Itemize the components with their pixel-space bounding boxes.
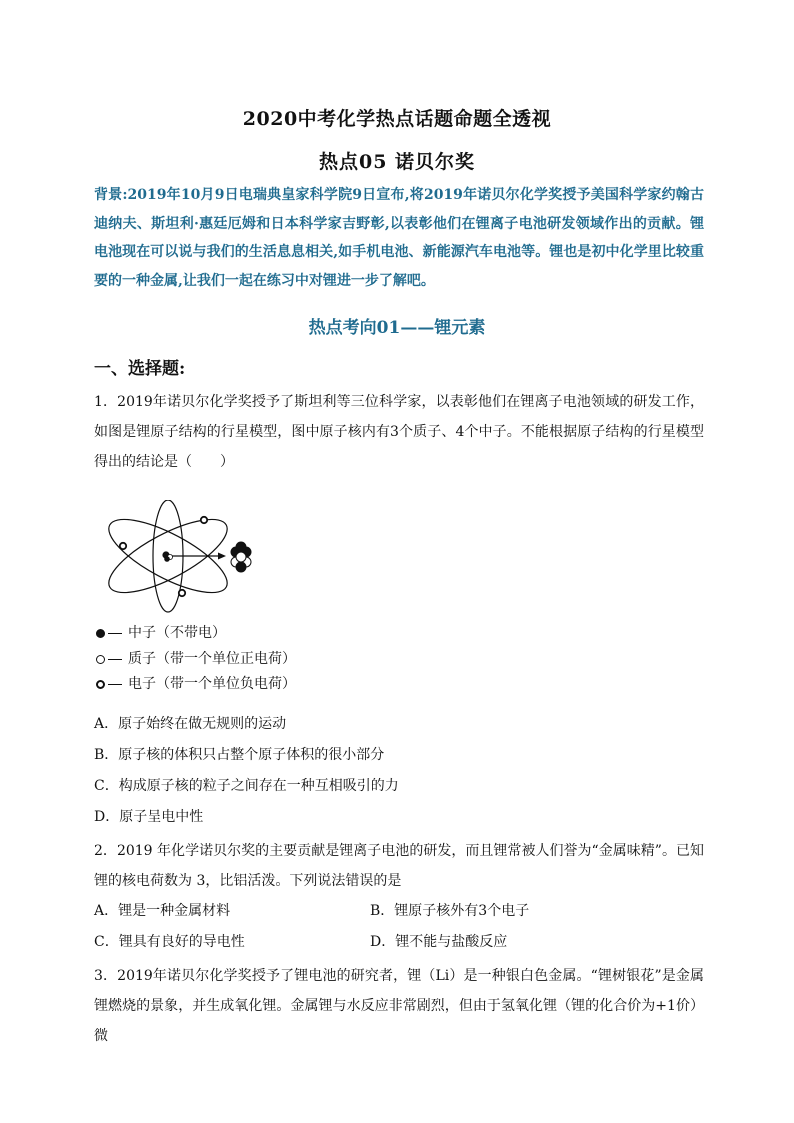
question-1-option-c: C．构成原子核的粒子之间存在一种互相吸引的力 — [94, 778, 399, 794]
legend-neutron-label: 中子（不带电） — [128, 625, 226, 641]
electron-symbol-icon — [96, 680, 105, 689]
background-text: 2019年10月9日电瑞典皇家科学院9日宣布,将2019年诺贝尔化学奖授予美国科学家约翰古迪纳夫、斯坦利·惠廷厄姆和日本科学家吉野彰,以表彰他们在锂离子电池研发领域作出的贡献。锂电池现在可以说与我们的生活息息相关,如手机电池、新能源汽车电池等。锂也是初中化学里比较重要的一种金属,让我们一起在练习中对锂进一步了解吧。 — [94, 187, 704, 289]
question-1-text: 1．2019年诺贝尔化学奖授予了斯坦利等三位科学家，以表彰他们在锂离子电池领域的研发工作，如图是锂原子结构的行星模型，图中原子核内有3个质子、4个中子。不能根据原子结构的行星模型得出的结论是（ ） — [94, 394, 704, 470]
question-1-option-d: D．原子呈电中性 — [94, 809, 204, 825]
background-paragraph — [94, 181, 704, 295]
lithium-atom-diagram — [100, 500, 300, 620]
electron-2 — [201, 517, 207, 523]
legend-proton — [96, 649, 296, 669]
legend-dash — [108, 633, 122, 634]
question-3-text: 3．2019年诺贝尔化学奖授予了锂电池的研究者，锂（Li）是一种银白色金属。“锂树银花”是金属锂燃烧的景象，并生成氧化锂。金属锂与水反应非常剧烈，但由于氢氧化锂（锂的化合价为+1价）微 — [94, 968, 704, 1044]
legend-proton-label: 质子（带一个单位正电荷） — [128, 651, 296, 667]
legend-electron-label: 电子（带一个单位负电荷） — [128, 676, 296, 692]
document-title: 2020中考化学热点话题命题全透视 — [242, 108, 552, 130]
legend-neutron — [96, 623, 226, 643]
magnify-arrow-head — [218, 553, 226, 560]
question-1-option-b: B．原子核的体积只占整个原子体积的很小部分 — [94, 747, 385, 763]
part-heading: 一、选择题: — [94, 359, 186, 379]
nucleus-small — [163, 552, 173, 562]
section-heading: 热点考向01——锂元素 — [308, 318, 486, 338]
question-1-option-a: A．原子始终在做无规则的运动 — [94, 716, 287, 732]
electron-3 — [179, 590, 185, 596]
document-subtitle: 热点05 诺贝尔奖 — [318, 151, 476, 173]
electron-1 — [120, 543, 126, 549]
legend-electron — [96, 674, 296, 694]
background-label: 背景: — [94, 187, 128, 203]
question-2-text: 2．2019 年化学诺贝尔奖的主要贡献是锂离子电池的研发，而且锂常被人们誉为“金属味精”。已知锂的核电荷数为 3，比铝活泼。下列说法错误的是 — [94, 843, 704, 889]
question-2-option-d: D．锂不能与盐酸反应 — [370, 934, 508, 950]
question-2-option-b: B．锂原子核外有3个电子 — [370, 903, 530, 919]
neutron-symbol-icon — [96, 629, 105, 638]
legend-dash — [108, 659, 122, 660]
question-2-option-c: C．锂具有良好的导电性 — [94, 934, 245, 950]
legend-dash — [108, 684, 122, 685]
question-2-option-a: A．锂是一种金属材料 — [94, 903, 231, 919]
nucleus-enlarged — [231, 542, 251, 572]
proton-symbol-icon — [96, 655, 105, 664]
